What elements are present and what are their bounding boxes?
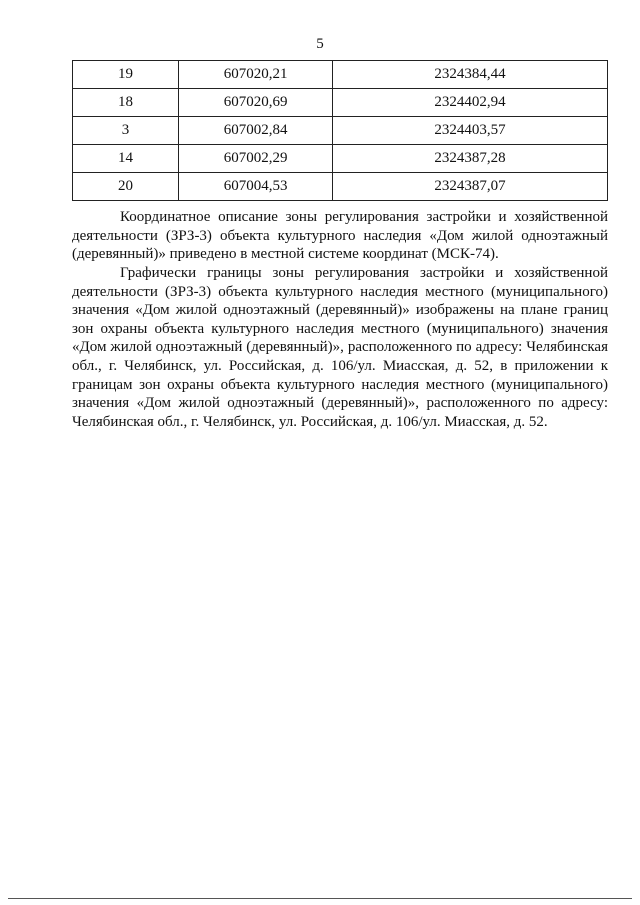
- point-number-cell: 3: [73, 117, 179, 145]
- y-coordinate-cell: 2324384,44: [333, 61, 608, 89]
- page-number: 5: [316, 36, 324, 52]
- point-number-cell: 19: [73, 61, 179, 89]
- y-coordinate-cell: 2324402,94: [333, 89, 608, 117]
- point-number-cell: 14: [73, 145, 179, 173]
- table-row: [73, 61, 608, 89]
- y-coordinate-cell: 2324403,57: [333, 117, 608, 145]
- x-coordinate-cell: 607020,21: [179, 61, 333, 89]
- point-number-cell: 20: [73, 173, 179, 201]
- table-row: [73, 173, 608, 201]
- y-coordinate-cell: 2324387,07: [333, 173, 608, 201]
- x-coordinate-cell: 607002,84: [179, 117, 333, 145]
- x-coordinate-cell: 607020,69: [179, 89, 333, 117]
- y-coordinate-cell: 2324387,28: [333, 145, 608, 173]
- table-row: [73, 145, 608, 173]
- point-number-cell: 18: [73, 89, 179, 117]
- x-coordinate-cell: 607002,29: [179, 145, 333, 173]
- x-coordinate-cell: 607004,53: [179, 173, 333, 201]
- graphic-boundaries-paragraph: Графически границы зоны регулирования застройки и хозяйственной деятельности (ЗРЗ-3) объекта культурного наследия местного (муниципального) значения «Дом жилой одноэтажный (деревянный)» изображены на плане границ зон охраны объекта культурного наследия местного (муниципального) значения «Дом жилой одноэтажный (деревянный)», расположенного по адресу: Челябинская обл., г. Челябинск, ул. Российская, д. 106/ул. Миасская, д. 52, в приложении к границам зон охраны объекта культурного наследия местного (муниципального) значения «Дом жилой одноэтажный (деревянный)», расположенного по адресу: Челябинская обл., г. Челябинск, ул. Российская, д. 106/ул. Миасская, д. 52.: [72, 265, 608, 430]
- coordinate-description-paragraph: Координатное описание зоны регулирования застройки и хозяйственной деятельности (ЗРЗ-3) объекта культурного наследия «Дом жилой одноэтажный (деревянный)» приведено в местной системе координат (МСК-74).: [72, 209, 608, 263]
- page-bottom-divider: [8, 898, 632, 899]
- coordinates-table: [72, 60, 608, 201]
- table-row: [73, 89, 608, 117]
- table-row: [73, 117, 608, 145]
